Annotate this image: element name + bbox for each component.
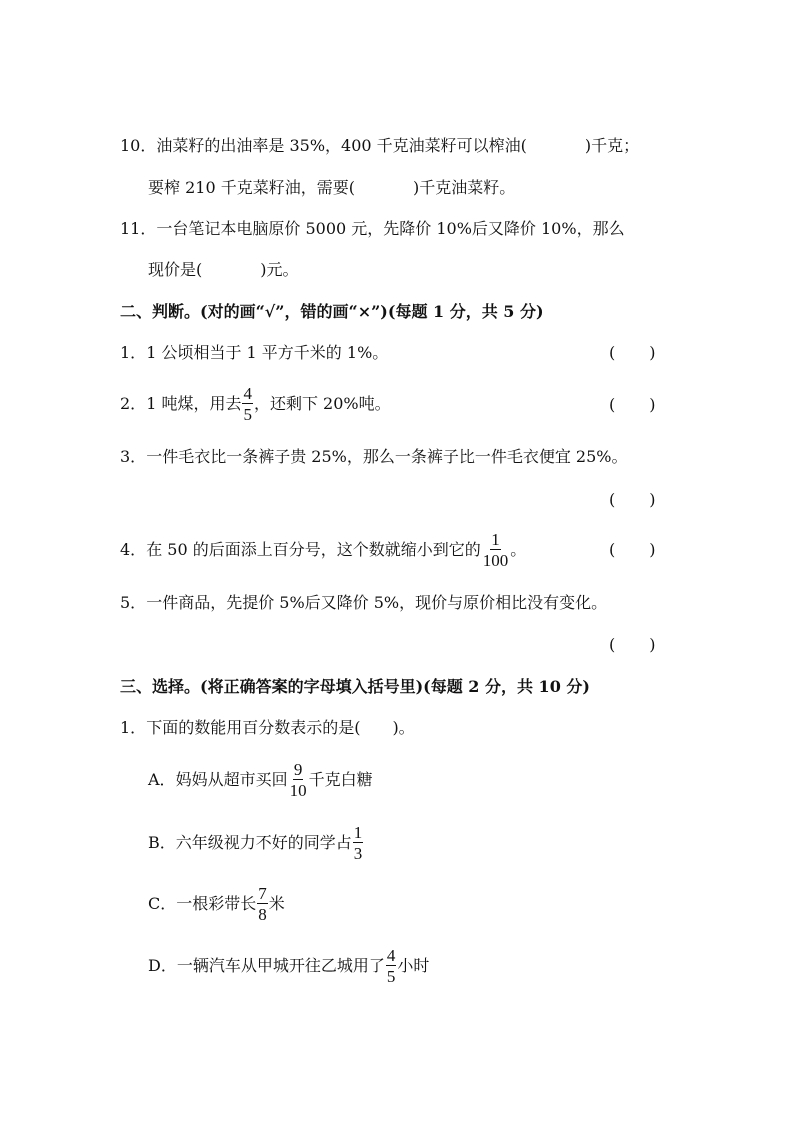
option-d[interactable]: [148, 944, 429, 988]
item-number: 1．: [120, 343, 147, 362]
question-text: )千克油菜籽。: [412, 178, 516, 197]
item-number: 4．: [120, 540, 147, 559]
fraction-numerator: 7: [258, 884, 267, 903]
paren-close: ): [649, 395, 656, 414]
judge-item-4: [120, 528, 526, 572]
fraction-denominator: 5: [386, 967, 396, 986]
fraction-numerator: 4: [386, 946, 396, 965]
item-text: 一件毛衣比一条裤子贵 25%，那么一条裤子比一件毛衣便宜 25%。: [146, 447, 628, 466]
fraction-numerator: 1: [353, 823, 363, 842]
item-number: 5．: [120, 593, 147, 612]
question-10-line-1: [120, 136, 639, 156]
fraction-denominator: 10: [289, 781, 307, 800]
option-text: 妈妈从超市买回: [175, 770, 288, 789]
option-text: 千克白糖: [308, 770, 373, 789]
choice-question-1: [120, 718, 415, 738]
question-number: 11．: [120, 219, 157, 238]
question-text: 油菜籽的出油率是 35%，400 千克油菜籽可以榨油(: [156, 136, 527, 155]
fraction: [353, 824, 364, 862]
option-letter: C．: [148, 894, 177, 913]
fraction-numerator: 4: [243, 384, 252, 403]
fraction-numerator: 1: [491, 530, 500, 549]
question-11-line-1: [120, 219, 625, 239]
option-letter: B．: [148, 833, 176, 852]
fraction: [257, 885, 268, 923]
option-c[interactable]: [148, 882, 285, 926]
fraction-denominator: 100: [482, 551, 509, 570]
question-text: )千克；: [584, 136, 640, 155]
answer-paren[interactable]: [609, 540, 656, 560]
option-b[interactable]: [148, 821, 364, 865]
question-stem: 下面的数能用百分数表示的是(: [146, 718, 361, 737]
section-heading-judge: 二、判断。(对的画“√”，错的画“×”)(每题 1 分，共 5 分): [120, 302, 544, 321]
judge-item-5: [120, 593, 607, 613]
answer-paren[interactable]: [609, 635, 656, 655]
item-text: 1 公顷相当于 1 平方千米的 1%。: [146, 343, 389, 362]
option-text: 一辆汽车从甲城开往乙城用了: [176, 956, 385, 975]
item-text: ，还剩下 20%吨。: [253, 394, 391, 413]
paren-close: ): [649, 343, 656, 362]
option-text: 米: [268, 894, 285, 913]
paren-open: (: [609, 343, 616, 362]
paren-open: (: [609, 635, 616, 654]
paren-open: (: [609, 540, 616, 559]
item-text: 一件商品，先提价 5%后又降价 5%，现价与原价相比没有变化。: [146, 593, 608, 612]
question-stem: )。: [392, 718, 415, 737]
fraction: [242, 385, 253, 423]
option-a[interactable]: [148, 758, 373, 802]
answer-paren[interactable]: [609, 395, 656, 415]
option-text: 小时: [397, 956, 430, 975]
question-number: 1．: [120, 718, 147, 737]
judge-item-3: [120, 447, 628, 467]
paren-open: (: [609, 490, 616, 509]
fraction: [386, 947, 397, 985]
paren-close: ): [649, 540, 656, 559]
question-11-line-2: [148, 260, 299, 280]
item-number: 2．: [120, 394, 147, 413]
item-text: 1 吨煤，用去: [146, 394, 242, 413]
question-text: 现价是(: [148, 260, 203, 279]
question-text: )元。: [260, 260, 299, 279]
judge-item-2: [120, 382, 391, 426]
answer-paren[interactable]: [609, 490, 656, 510]
item-text: 。: [510, 540, 527, 559]
option-text: 六年级视力不好的同学占: [175, 833, 352, 852]
fraction-denominator: 3: [353, 844, 363, 863]
answer-paren[interactable]: [609, 343, 656, 363]
fraction-numerator: 9: [293, 760, 303, 779]
section-heading-choice: 三、选择。(将正确答案的字母填入括号里)(每题 2 分，共 10 分): [120, 677, 590, 696]
question-10-line-2: [148, 178, 515, 198]
fraction: [289, 761, 308, 799]
question-number: 10．: [120, 136, 157, 155]
item-number: 3．: [120, 447, 147, 466]
fraction-denominator: 5: [243, 405, 252, 424]
option-letter: A．: [148, 770, 176, 789]
fraction-denominator: 8: [258, 905, 267, 924]
item-text: 在 50 的后面添上百分号，这个数就缩小到它的: [146, 540, 481, 559]
question-text: 一台笔记本电脑原价 5000 元，先降价 10%后又降价 10%，那么: [156, 219, 625, 238]
paren-close: ): [649, 490, 656, 509]
question-text: 要榨 210 千克菜籽油，需要(: [148, 178, 355, 197]
option-text: 一根彩带长: [176, 894, 257, 913]
judge-item-1: [120, 343, 388, 363]
paren-open: (: [609, 395, 616, 414]
paren-close: ): [649, 635, 656, 654]
fraction: [482, 531, 510, 569]
option-letter: D．: [148, 956, 177, 975]
